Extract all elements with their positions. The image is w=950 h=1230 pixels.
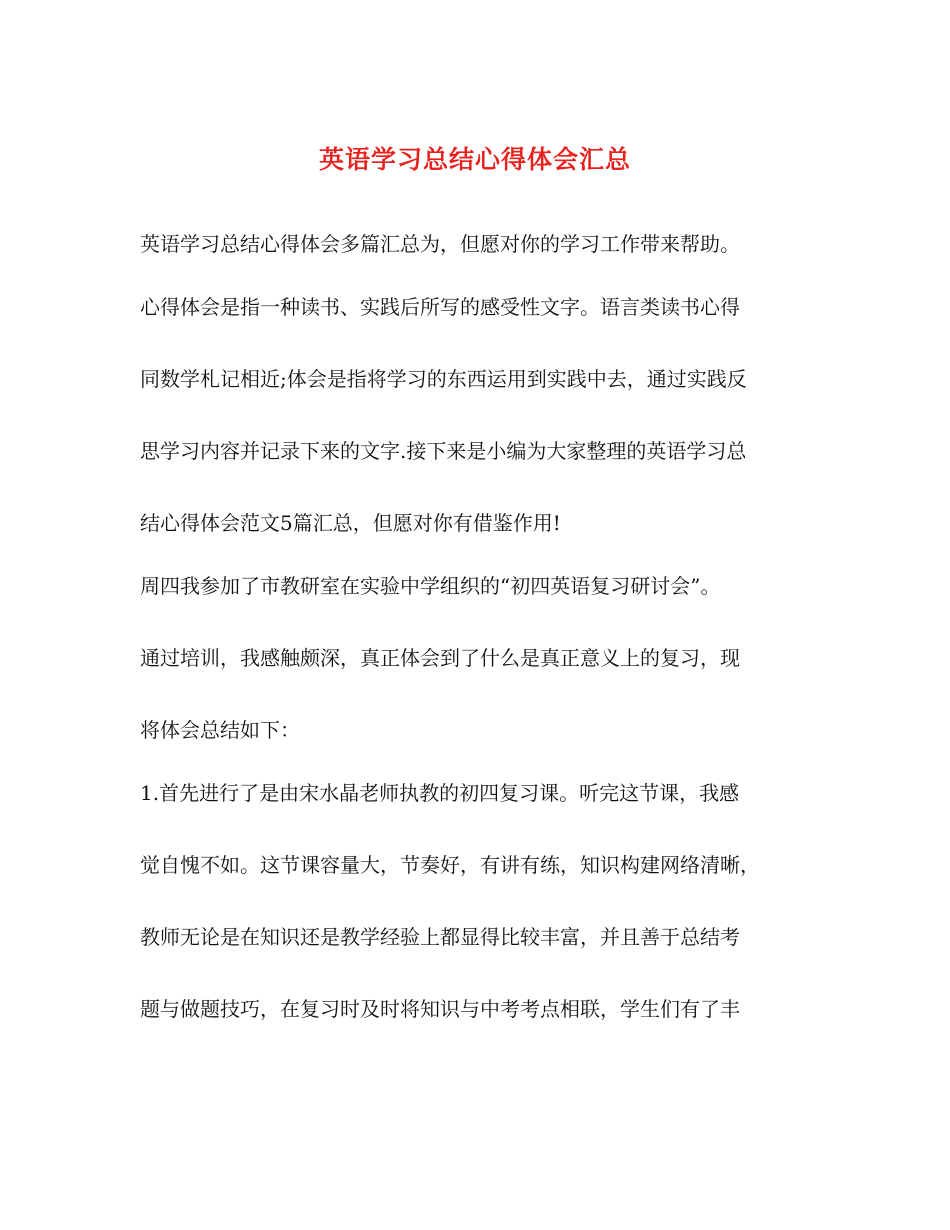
page-title: 英语学习总结心得体会汇总 bbox=[318, 145, 631, 174]
body-line-6: 周四我参加了市教研室在实验中学组织的“初四英语复习研讨会”。 bbox=[140, 574, 721, 598]
body-line-4: 思学习内容并记录下来的文字.接下来是小编为大家整理的英语学习总 bbox=[140, 439, 747, 463]
body-line-12: 题与做题技巧，在复习时及时将知识与中考考点相联，学生们有了丰 bbox=[140, 997, 740, 1021]
body-line-8: 将体会总结如下： bbox=[140, 718, 300, 742]
body-line-9: 1.首先进行了是由宋水晶老师执教的初四复习课。听完这节课，我感 bbox=[140, 781, 740, 805]
body-line-3: 同数学札记相近;体会是指将学习的东西运用到实践中去，通过实践反 bbox=[140, 367, 747, 391]
body-line-10: 觉自愧不如。这节课容量大，节奏好，有讲有练，知识构建网络清晰， bbox=[140, 853, 760, 877]
body-line-1: 英语学习总结心得体会多篇汇总为，但愿对你的学习工作带来帮助。 bbox=[140, 232, 740, 256]
body-line-7: 通过培训，我感触颇深，真正体会到了什么是真正意义上的复习，现 bbox=[140, 646, 740, 670]
body-line-5: 结心得体会范文5篇汇总，但愿对你有借鉴作用! bbox=[140, 511, 561, 535]
body-line-2: 心得体会是指一种读书、实践后所写的感受性文字。语言类读书心得 bbox=[140, 295, 740, 319]
body-line-11: 教师无论是在知识还是教学经验上都显得比较丰富，并且善于总结考 bbox=[140, 925, 740, 949]
